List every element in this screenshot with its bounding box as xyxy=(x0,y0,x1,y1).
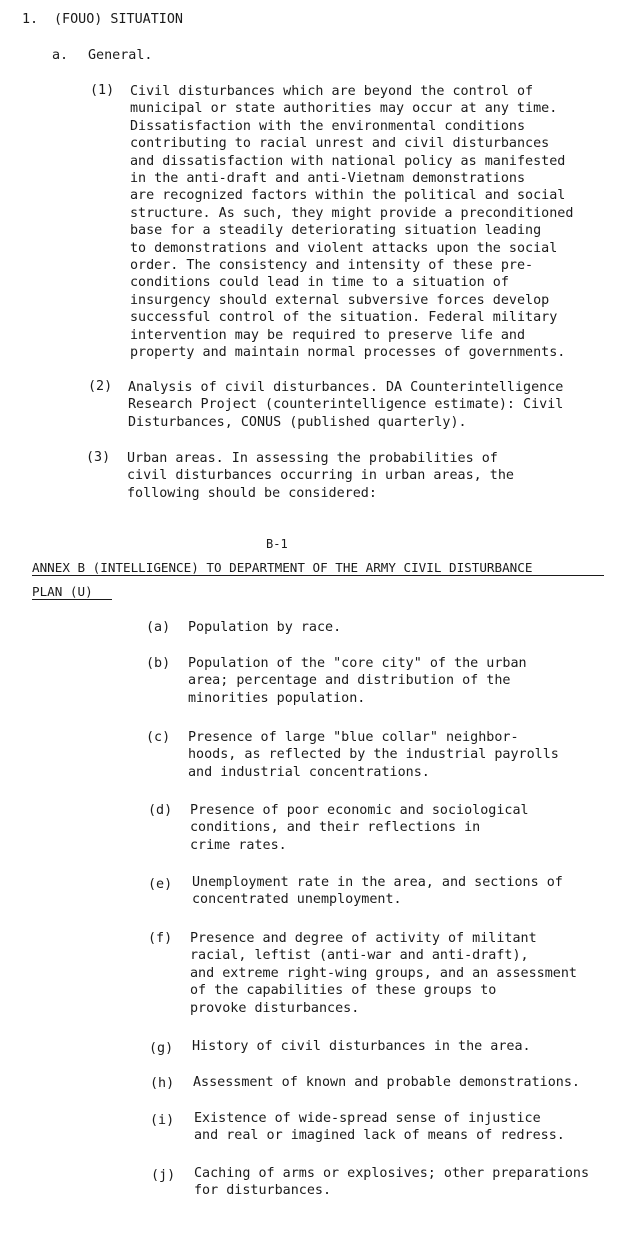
item-e-text: Unemployment rate in the area, and sections of concentrated unemployment. xyxy=(192,875,563,908)
item-a-text: Population by race. xyxy=(188,620,342,635)
annex-header-underline xyxy=(32,558,604,576)
item-f-label: (f) xyxy=(148,931,173,946)
paragraph-1-label: (1) xyxy=(90,83,115,98)
item-d-text: Presence of poor economic and sociological conditions, and their reflections in crime rates. xyxy=(190,803,529,853)
subsection-label: a. xyxy=(52,48,69,63)
item-e-label: (e) xyxy=(148,877,173,892)
item-h-label: (h) xyxy=(150,1076,175,1091)
item-g-label: (g) xyxy=(149,1041,174,1056)
annex-header-line2: PLAN (U) xyxy=(32,584,93,599)
section-title: (FOUO) SITUATION xyxy=(54,12,183,27)
item-i-text: Existence of wide-spread sense of injustice and real or imagined lack of means of redress. xyxy=(194,1111,565,1144)
paragraph-2-label: (2) xyxy=(88,379,113,394)
subsection-title: General. xyxy=(88,48,153,63)
item-h-text: Assessment of known and probable demonstrations. xyxy=(193,1075,580,1090)
item-j-text: Caching of arms or explosives; other preparations for disturbances. xyxy=(194,1166,590,1199)
paragraph-3-label: (3) xyxy=(86,450,111,465)
item-f-text: Presence and degree of activity of militant racial, leftist (anti-war and anti-draft), and extreme right-wing groups, and an assessment of the capabilities of these groups to provoke disturbances. xyxy=(190,931,577,1016)
item-b-label: (b) xyxy=(146,656,171,671)
page-number: B-1 xyxy=(266,537,288,551)
annex-header-line2-underline xyxy=(32,583,112,600)
item-i-label: (i) xyxy=(150,1113,175,1128)
item-d-label: (d) xyxy=(148,803,173,818)
annex-header-line1: ANNEX B (INTELLIGENCE) TO DEPARTMENT OF THE ARMY CIVIL DISTURBANCE xyxy=(32,560,533,575)
paragraph-3-text: Urban areas. In assessing the probabilities of civil disturbances occurring in urban areas, the following should be considered: xyxy=(127,451,514,501)
item-c-label: (c) xyxy=(146,730,171,745)
item-b-text: Population of the "core city" of the urban area; percentage and distribution of the minorities population. xyxy=(188,656,527,706)
section-number: 1. xyxy=(22,12,39,27)
item-c-text: Presence of large "blue collar" neighbor- hoods, as reflected by the industrial payrolls and industrial concentrations. xyxy=(188,730,559,780)
item-j-label: (j) xyxy=(151,1168,176,1183)
item-a-label: (a) xyxy=(146,620,171,635)
item-g-text: History of civil disturbances in the area. xyxy=(192,1039,531,1054)
paragraph-1-text: Civil disturbances which are beyond the control of municipal or state authorities may occur at any time. Dissatisfaction with the environmental conditions contributing to racial unrest and civil disturbances and dissatisfaction with national policy as manifested in the anti-draft and anti-Vietnam demonstrations are recognized factors within the political and social structure. As such, they might provide a preconditioned base for a steadily deteriorating situation leading to demonstrations and violent attacks upon the social order. The consistency and intensity of these pre- conditions could lead in time to a situation of insurgency should external subversive forces develop successful control of the situation. Federal military intervention may be required to preserve life and property and maintain normal processes of governments. xyxy=(130,84,574,361)
paragraph-2-text: Analysis of civil disturbances. DA Counterintelligence Research Project (counterintelligence estimate): Civil Disturbances, CONUS (published quarterly). xyxy=(128,380,564,430)
